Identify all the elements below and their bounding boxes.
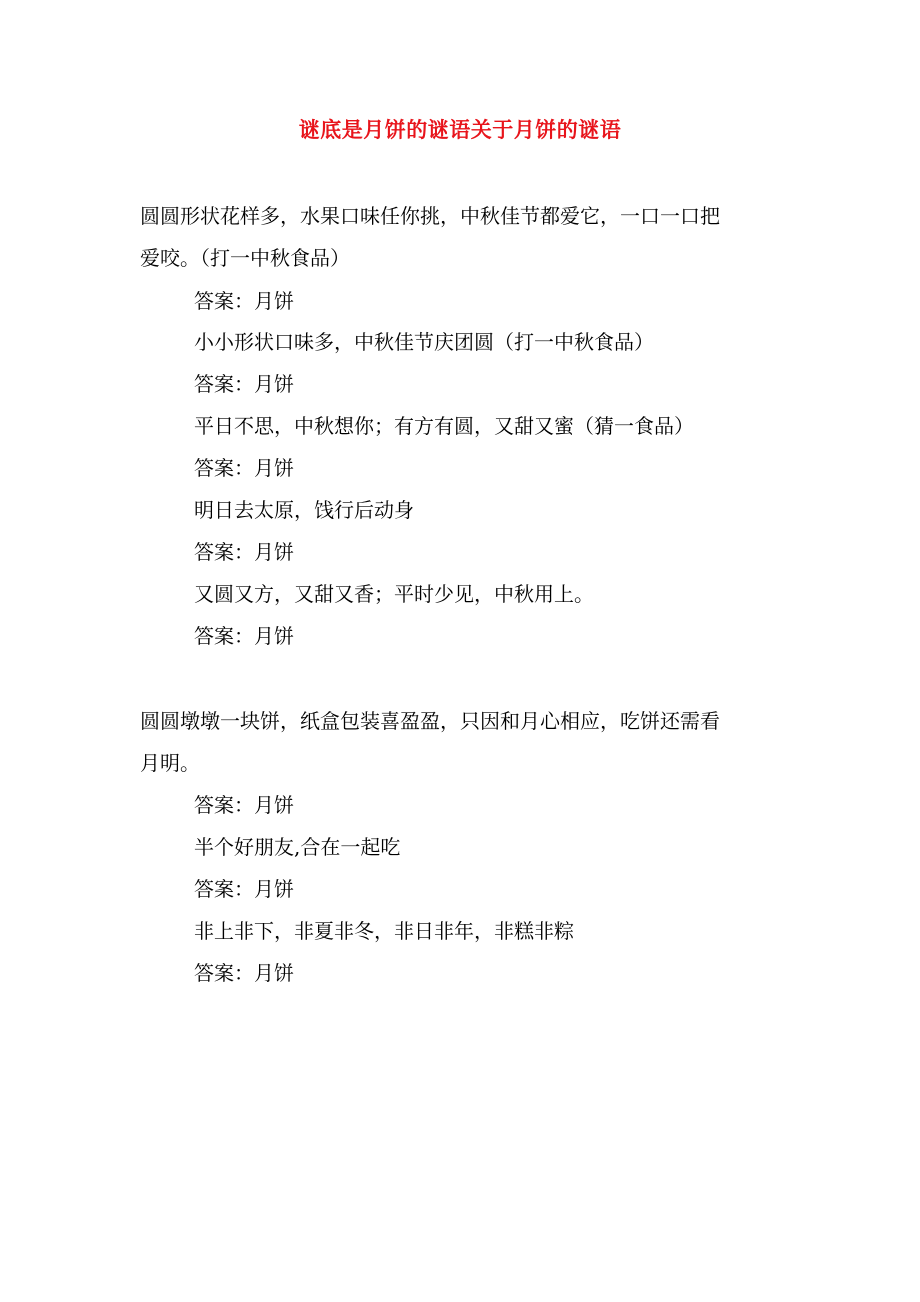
riddle-text: 非上非下，非夏非冬，非日非年，非糕非粽: [194, 919, 574, 943]
riddle-text: 又圆又方，又甜又香；平时少见，中秋用上。: [194, 582, 594, 606]
riddle-text: 平日不思，中秋想你；有方有圆，又甜又蜜（猜一食品）: [194, 414, 694, 438]
answer-text: 答案：月饼: [194, 624, 294, 648]
riddle-text: 明日去太原，饯行后动身: [194, 498, 414, 522]
answer-text: 答案：月饼: [194, 961, 294, 985]
riddle-text: 爱咬。（打一中秋食品）: [140, 246, 350, 270]
riddle-text: 圆圆墩墩一块饼，纸盒包装喜盈盈，只因和月心相应，吃饼还需看: [140, 709, 720, 733]
riddle-text: 小小形状口味多，中秋佳节庆团圆（打一中秋食品）: [194, 330, 654, 354]
riddle-text: 半个好朋友,合在一起吃: [194, 835, 401, 859]
riddle-text: 月明。: [140, 751, 200, 775]
riddle-text: 圆圆形状花样多，水果口味任你挑，中秋佳节都爱它，一口一口把: [140, 204, 720, 228]
document-title: 谜底是月饼的谜语关于月饼的谜语: [298, 117, 622, 142]
answer-text: 答案：月饼: [194, 456, 294, 480]
answer-text: 答案：月饼: [194, 289, 294, 313]
answer-text: 答案：月饼: [194, 877, 294, 901]
answer-text: 答案：月饼: [194, 540, 294, 564]
answer-text: 答案：月饼: [194, 793, 294, 817]
answer-text: 答案：月饼: [194, 372, 294, 396]
